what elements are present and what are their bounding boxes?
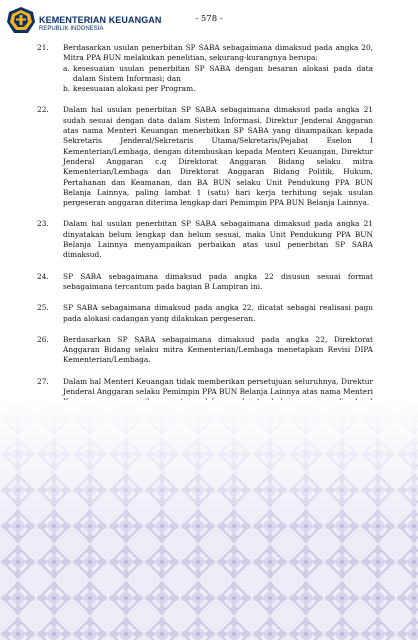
sub-item-label: b. — [63, 84, 71, 94]
batik-pattern-icon — [0, 400, 418, 640]
item-number: 27. — [37, 376, 49, 386]
item-text: SP SABA sebagaimana dimaksud pada angka 22, dicatat sebagai realisasi pagu pada alokasi cadangan yang dilakukan pergeseran. — [63, 303, 373, 323]
list-item — [37, 43, 373, 94]
list-item — [37, 335, 373, 366]
item-number: 22. — [37, 105, 49, 115]
item-text: Berdasarkan SP SABA sebagaimana dimaksud pada angka 22, Direktorat Anggaran Bidang selaku mitra Kementerian/Lembaga menetapkan Revisi DIPA Kementerian/Lembaga. — [63, 334, 373, 365]
list-item — [37, 105, 373, 208]
item-number: 23. — [37, 219, 49, 229]
list-item — [37, 303, 373, 324]
item-text: Berdasarkan usulan penerbitan SP SABA sebagaimana dimaksud pada angka 20, Mitra PPA BUN melakukan penelitian, sekurang-kurangnya berupa: — [63, 43, 373, 63]
item-text: SP SABA sebagaimana dimaksud pada angka 22 disusun sesuai format sebagaimana tercantum pada bagian B Lampiran ini. — [63, 271, 373, 291]
item-text: Dalam hal usulan penerbitan SP SABA sebagaimana dimaksud pada angka 21 sudah sesuai dengan data dalam Sistem Informasi, Direktur Jenderal Anggaran atas nama Menteri Keuangan menerbitkan SP SABA yang disampaikan kepada Sekretaris Jenderal/Sekretaris Utama/Sekretaris/Pejabat Eselon I Kementerian/Lembaga, dengan ditembuskan kepada Menteri Keuangan, Direktur Jenderal Anggaran c.q Direktorat Anggaran Bidang selaku mitra Kementerian/Lembaga dan Direktorat Anggaran Bidang Politik, Hukum, Pertahanan dan Keamanan, dan BA BUN selaku Unit Pendukung PPA BUN Belanja Lainnya, paling lambat 1 (satu) hari kerja terhitung sejak usulan pergeseran anggaran diterima lengkap dari Pemimpin PPA BUN Belanja Lainnya. — [63, 105, 373, 208]
sub-item-label: a. — [63, 63, 70, 73]
item-number: 25. — [37, 303, 49, 313]
item-text: Dalam hal usulan penerbitan SP SABA sebagaimana dimaksud pada angka 21 dinyatakan belum lengkap dan belum sesuai, maka Unit Pendukung PPA BUN Belanja Lainnya menyampaikan perbaikan atas usul penerbitan SP SABA dimaksud. — [63, 219, 373, 260]
item-number: 26. — [37, 334, 49, 344]
sub-item-text: kesesuaian alokasi per Program. — [73, 84, 196, 94]
sub-item — [63, 84, 373, 94]
sub-item — [63, 64, 373, 85]
sub-item-text: kesesuaian usulan penerbitan SP SABA dengan besaran alokasi pada data dalam Sistem Informasi; dan — [73, 63, 373, 83]
ministry-name: KEMENTERIAN KEUANGAN — [39, 15, 162, 25]
document-body — [37, 43, 373, 429]
item-number: 24. — [37, 271, 49, 281]
list-item — [37, 219, 373, 260]
list-item — [37, 272, 373, 293]
item-text: Dalam hal Menteri Keuangan tidak memberikan persetujuan seluruhnya, Direktur Jenderal Anggaran selaku Pemimpin PPA BUN Belanja Lainnya atas nama Menteri — [63, 376, 373, 397]
republic-name: REPUBLIK INDONESIA — [39, 26, 104, 32]
item-number: 21. — [37, 43, 49, 52]
page-number: - 578 - — [195, 14, 223, 24]
